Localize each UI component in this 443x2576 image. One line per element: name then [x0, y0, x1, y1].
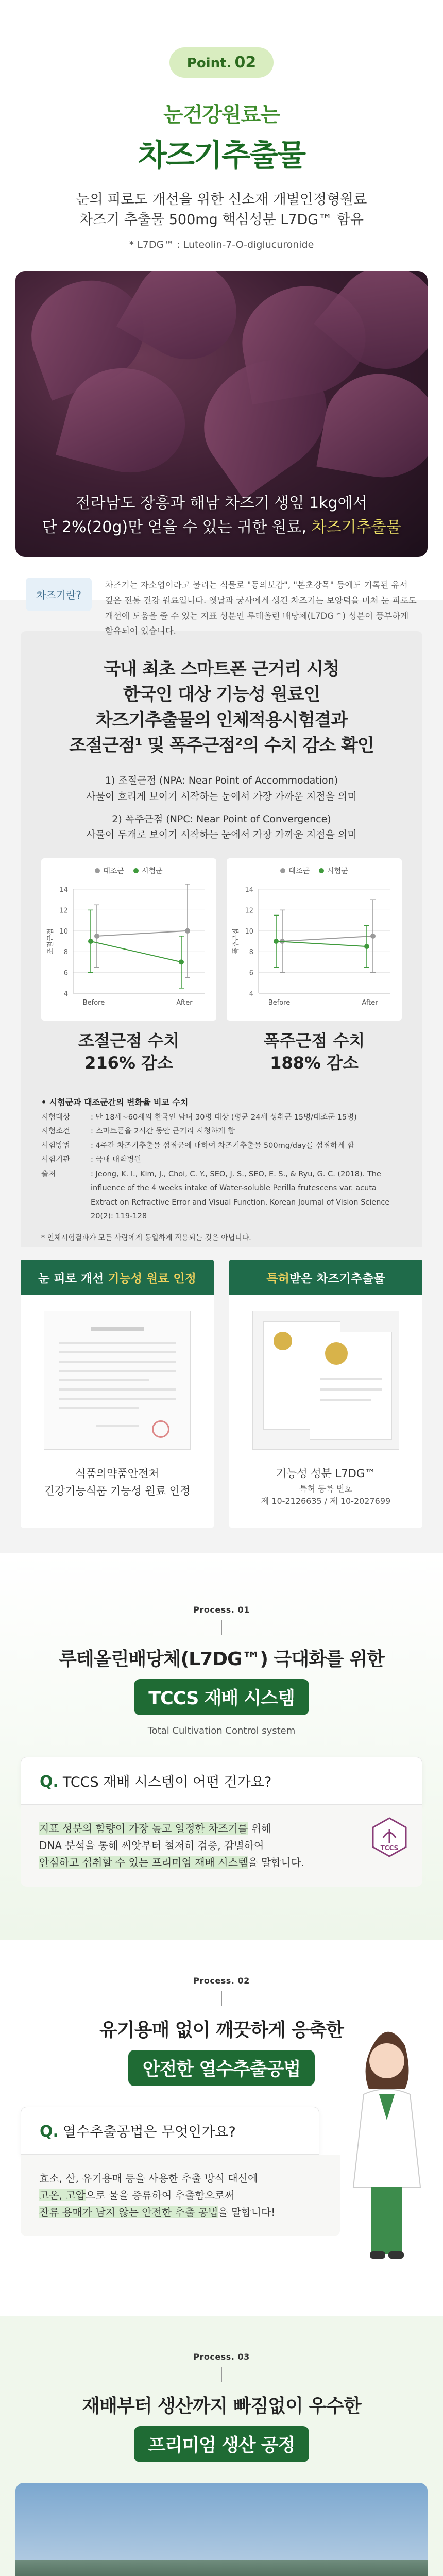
patent-caption-main: 기능성 성분 L7DG™: [276, 1467, 376, 1480]
legend-test: [133, 866, 163, 876]
legend-test: [319, 866, 348, 876]
process-01: [0, 1553, 443, 1940]
meta-value: : Jeong, K. I., Kim, J., Choi, C. Y., SEO, J. S., SEO, E. S., & Ryu, G. C. (2018). The influence of the 4 weeks intake of Water-soluble Perilla frutescens var. acuta Extract on Refractive Error and Visual Function. Korean Journal of Vision Science 20(2): 119-128: [91, 1170, 390, 1221]
y-tick-label: 8: [249, 948, 253, 956]
meta-header: • 시험군과 대조군간의 변화율 비교 수치: [41, 1097, 189, 1108]
point-subtitle: 눈건강원료는: [163, 103, 280, 127]
desc-line-2: 차즈기 추출물 500mg 핵심성분 L7DG™ 함유: [79, 212, 364, 228]
legend-label: 대조군: [288, 867, 310, 875]
process-pill: 안전한 열수추출공법: [128, 2050, 315, 2086]
answer: [21, 1805, 422, 1887]
meta-value: : 만 18세~60세의 한국인 남녀 30명 대상 (평균 24세 성취군 15명/대조군 15명): [91, 1113, 357, 1122]
clinical-title-line: 조절근점¹ 및 폭주근점²의 수치 감소 확인: [69, 735, 374, 756]
answer-line: 효소, 산, 유기용매 등을 사용한 추출 방식 대신에: [39, 2172, 258, 2184]
def-npc-title: 2) 폭주근점 (NPC: Near Point of Convergence): [112, 813, 331, 825]
y-tick-label: 14: [59, 886, 68, 894]
chart-npa: [41, 858, 216, 1074]
legend-label: 시험군: [142, 867, 163, 875]
answer-text: 을 말합니다.: [248, 1856, 304, 1869]
y-axis-label: 폭주근점: [232, 928, 240, 954]
meta-key: 시험대상: [41, 1113, 71, 1122]
process-pill: 프리미엄 생산 공정: [134, 2426, 310, 2462]
series-line: [282, 936, 373, 941]
y-tick-label: 14: [245, 886, 253, 894]
photo-caption: [15, 492, 428, 539]
answer-highlight: 지표 성분의 함량이 가장 높고 일정한 차즈기를: [39, 1822, 248, 1835]
process-title: 유기용매 없이 깨끗하게 응축한: [99, 2020, 344, 2041]
meta-row: [41, 1153, 402, 1167]
cert-head-text: 받은 차즈기추출물: [289, 1272, 385, 1285]
chart-box: [41, 858, 216, 1021]
def-npa-title: 1) 조절근점 (NPA: Near Point of Accommodation): [105, 775, 338, 787]
definitions: [41, 773, 402, 843]
y-tick-label: 12: [59, 907, 68, 915]
y-tick-label: 8: [63, 948, 68, 956]
answer-line: DNA 분석을 통해 씨앗부터 철저히 검증, 감별하여: [39, 1839, 264, 1852]
clinical-title-line: 한국인 대상 기능성 원료인: [123, 684, 320, 705]
photo-caption-line-2: [15, 516, 428, 540]
trial-metadata: [41, 1095, 402, 1245]
what-text: 차즈기는 자소엽이라고 불리는 식물로 "동의보감", "본초강목" 등에도 기록된 유서 깊은 전통 건강 원료입니다. 옛날과 궁사에게 생긴 차즈기는 보양덕을 미쳐 눈 피로도 개선에 도움을 줄 수 있는 지표 성분인 루테올린 배당체(L7DG™) 성분이 풍부하게 함유되어 있습니다.: [105, 580, 417, 636]
meta-value: : 스마트폰을 2시간 동안 근거리 시청하게 함: [91, 1127, 235, 1136]
perilla-photo: [15, 271, 428, 557]
data-point: [364, 944, 369, 949]
q-mark: Q.: [40, 2123, 59, 2141]
meta-key: 시험기관: [41, 1156, 71, 1164]
y-tick-label: 6: [63, 969, 68, 977]
result-label: 폭주근점 수치: [263, 1030, 365, 1050]
meta-key: 시험조건: [41, 1127, 71, 1136]
certificate-document: [44, 1311, 191, 1450]
point-label: Point.: [186, 56, 232, 71]
y-tick-label: 6: [249, 969, 253, 977]
certificates-section: [0, 1247, 443, 1553]
meta-foot: * 인체시험결과가 모든 사람에게 동일하게 적용되는 것은 아닙니다.: [41, 1233, 251, 1242]
process-title: 루테올린배당체(L7DG™) 극대화를 위한: [59, 1649, 384, 1670]
process-02: [0, 1940, 443, 2316]
x-tick-label: Before: [268, 998, 291, 1007]
point-description: [0, 190, 443, 230]
tccs-badge-icon: [372, 1817, 407, 1857]
photo-caption-line-1: 전라남도 장흥과 해남 차즈기 생잎 1kg에서: [75, 494, 368, 513]
cert-head: [21, 1260, 214, 1295]
answer-text: 위해: [248, 1822, 271, 1835]
perilla-field-photo: [15, 2483, 428, 2576]
result-npa: [41, 1030, 216, 1074]
cert-head: [229, 1260, 422, 1295]
result-value: 188% 감소: [270, 1053, 359, 1073]
legend-label: 시험군: [327, 867, 348, 875]
answer-line: [39, 2204, 321, 2221]
point-number: 02: [234, 54, 257, 72]
data-point: [88, 939, 93, 944]
answer-line: [39, 1854, 404, 1871]
cert-patent: [229, 1260, 422, 1528]
y-tick-label: 12: [245, 907, 253, 915]
chart-box: [227, 858, 402, 1021]
chart-legend: [227, 866, 402, 876]
data-point: [185, 928, 190, 934]
clinical-title-line: 국내 최초 스마트폰 근거리 시청: [104, 659, 339, 680]
clinical-section: [0, 600, 443, 1247]
process-subtitle: Total Cultivation Control system: [147, 1725, 296, 1736]
data-point: [370, 934, 376, 939]
chart-svg: [41, 858, 216, 1021]
question: [21, 1757, 422, 1805]
legend-control: [95, 866, 124, 876]
clinical-title: [41, 657, 402, 758]
result-value: 216% 감소: [84, 1053, 173, 1073]
data-point: [94, 934, 99, 939]
answer-text: 으로 물을 증류하여 추출함으로써: [86, 2189, 235, 2201]
cert-head-text: 눈 피로 개선: [38, 1272, 108, 1285]
answer: [21, 2155, 340, 2236]
photo-caption-highlight: 차즈기추출물: [311, 518, 401, 536]
meta-key: 출처: [41, 1170, 56, 1178]
def-npc-desc: 사물이 두개로 보이기 시작하는 눈에서 가장 가까운 지점을 의미: [86, 829, 357, 841]
y-tick-label: 10: [59, 927, 68, 936]
meta-row: [41, 1167, 402, 1224]
cert-caption-line: 건강기능식품 기능성 원료 인정: [44, 1484, 191, 1497]
meta-rows: [41, 1111, 402, 1224]
photo-caption-text: 단 2%(20g)만 얻을 수 있는 귀한 원료,: [42, 518, 312, 536]
y-tick-label: 10: [245, 927, 253, 936]
meta-value: : 4주간 차즈기추출물 섭취군에 대하여 차즈기추출물 500mg/day를 섭취하게 함: [91, 1141, 354, 1150]
meta-row: [41, 1125, 402, 1139]
desc-line-1: 눈의 피로도 개선을 위한 신소재 개별인정형원료: [76, 192, 367, 208]
meta-key: 시험방법: [41, 1141, 71, 1150]
cert-caption-line: 식품의약품안전처: [75, 1467, 159, 1480]
question-text: 열수추출공법은 무엇인가요?: [62, 2124, 236, 2140]
cert-head-highlight: 특허: [266, 1272, 289, 1285]
charts-row: [41, 858, 402, 1074]
pharmacist-illustration: [343, 2017, 431, 2264]
answer-line: [39, 2187, 321, 2204]
point-section: [0, 0, 443, 636]
x-tick-label: After: [362, 998, 378, 1007]
l7dg-note: * L7DG™ : Luteolin-7-O-diglucuronide: [129, 239, 314, 251]
cert-head-highlight: 기능성 원료 인정: [108, 1272, 196, 1285]
what-is-perilla: [26, 578, 417, 639]
question-text: TCCS 재배 시스템이 어떤 건가요?: [62, 1774, 272, 1790]
legend-control: [280, 866, 310, 876]
patent-number-label: 특허 등록 번호: [299, 1483, 352, 1494]
result-label: 조절근점 수치: [78, 1030, 180, 1050]
result-npc: [227, 1030, 402, 1074]
chart-npc: [227, 858, 402, 1074]
answer-line: [39, 1820, 404, 1837]
process-tag: Process. 01: [193, 1605, 250, 1615]
patent-caption: [229, 1465, 422, 1507]
series-line: [276, 941, 367, 946]
legend-label: 대조군: [103, 867, 124, 875]
def-npa-desc: 사물이 흐리게 보이기 시작하는 눈에서 가장 가까운 지점을 의미: [86, 790, 357, 802]
point-badge: [169, 47, 274, 78]
series-line: [97, 931, 188, 936]
q-mark: Q.: [40, 1773, 59, 1791]
process-pill: TCCS 재배 시스템: [134, 1679, 309, 1715]
question: [21, 2107, 319, 2155]
meta-value: : 국내 대학병원: [91, 1156, 142, 1164]
cert-functional: [21, 1260, 214, 1528]
process-tag: Process. 03: [193, 2352, 250, 2362]
tccs-badge-text: TCCS: [380, 1844, 399, 1852]
x-tick-label: After: [176, 998, 193, 1007]
answer-highlight: 잔류 용매가 남지 않는 안전한 추출 공법: [39, 2206, 218, 2218]
cert-caption: [21, 1465, 214, 1500]
process-title: 재배부터 생산까지 빠짐없이 우수한: [82, 2396, 361, 2417]
patent-documents: [252, 1311, 399, 1450]
data-point: [274, 939, 279, 944]
answer-text: 을 말합니다!: [218, 2206, 276, 2218]
patent-numbers: 제 10-2126635 / 제 10-2027699: [261, 1496, 391, 1506]
meta-row: [41, 1111, 402, 1125]
clinical-card: [21, 631, 422, 1265]
answer-highlight: 고온, 고압: [39, 2189, 86, 2201]
clinical-title-line: 차즈기추출물의 인체적용시험결과: [95, 709, 348, 731]
what-label: 차즈기란?: [26, 578, 92, 611]
chart-legend: [41, 866, 216, 876]
process-qa: [21, 1757, 422, 1887]
data-point: [179, 959, 184, 964]
chart-svg: [227, 858, 402, 1021]
process-tag: Process. 02: [193, 1976, 250, 1986]
answer-highlight: 안심하고 섭취할 수 있는 프리미엄 재배 시스템: [39, 1856, 248, 1869]
y-axis-label: 조절근점: [47, 928, 55, 954]
process-03: [0, 2316, 443, 2576]
x-tick-label: Before: [82, 998, 105, 1007]
y-tick-label: 4: [63, 990, 68, 998]
point-title: 차즈기추출물: [138, 138, 305, 173]
meta-row: [41, 1139, 402, 1154]
y-tick-label: 4: [249, 990, 253, 998]
